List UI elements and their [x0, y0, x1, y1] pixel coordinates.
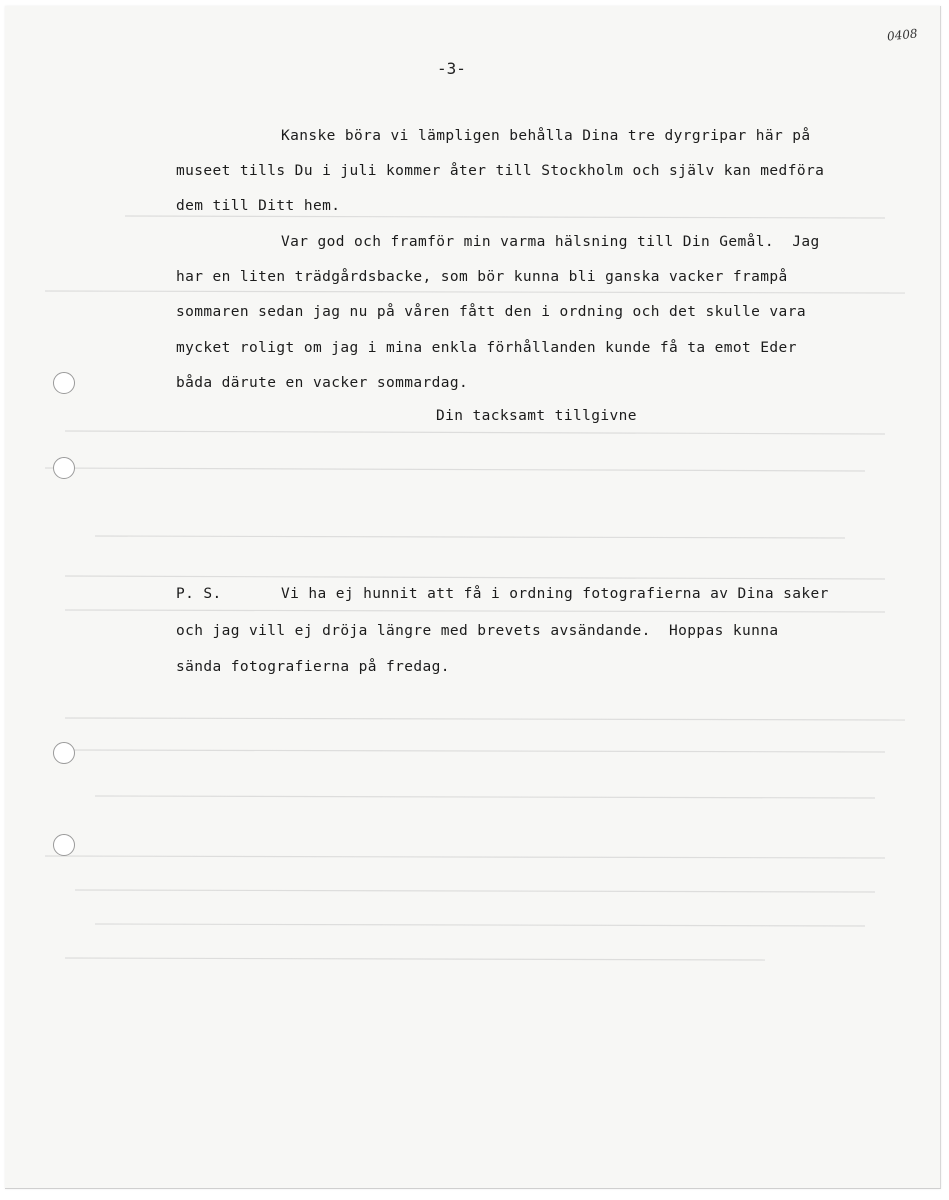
text-line: sända fotografierna på fredag. — [176, 659, 450, 675]
text-line: Var god och framför min varma hälsning till Din Gemål. Jag — [281, 234, 820, 250]
punch-hole — [53, 742, 75, 764]
punch-hole — [53, 372, 75, 394]
text-line: Kanske böra vi lämpligen behålla Dina tre dyrgripar här på — [281, 128, 811, 144]
archive-number: 0408 — [886, 26, 919, 44]
text-line: museet tills Du i juli kommer åter till Stockholm och själv kan medföra — [176, 163, 825, 179]
text-line: Vi ha ej hunnit att få i ordning fotografierna av Dina saker — [281, 586, 829, 602]
text-line: båda därute en vacker sommardag. — [176, 375, 469, 391]
punch-hole — [53, 457, 75, 479]
letter-page — [5, 6, 941, 1189]
punch-hole — [53, 834, 75, 856]
text-line: dem till Ditt hem. — [176, 198, 341, 214]
closing: Din tacksamt tillgivne — [436, 408, 637, 424]
postscript-label: P. S. — [176, 586, 222, 602]
text-line: och jag vill ej dröja längre med brevets avsändande. Hoppas kunna — [176, 623, 779, 639]
page-number: -3- — [437, 59, 466, 78]
text-line: mycket roligt om jag i mina enkla förhållanden kunde få ta emot Eder — [176, 340, 797, 356]
text-line: sommaren sedan jag nu på våren fått den i ordning och det skulle vara — [176, 304, 806, 320]
text-line: har en liten trädgårdsbacke, som bör kunna bli ganska vacker frampå — [176, 269, 788, 285]
